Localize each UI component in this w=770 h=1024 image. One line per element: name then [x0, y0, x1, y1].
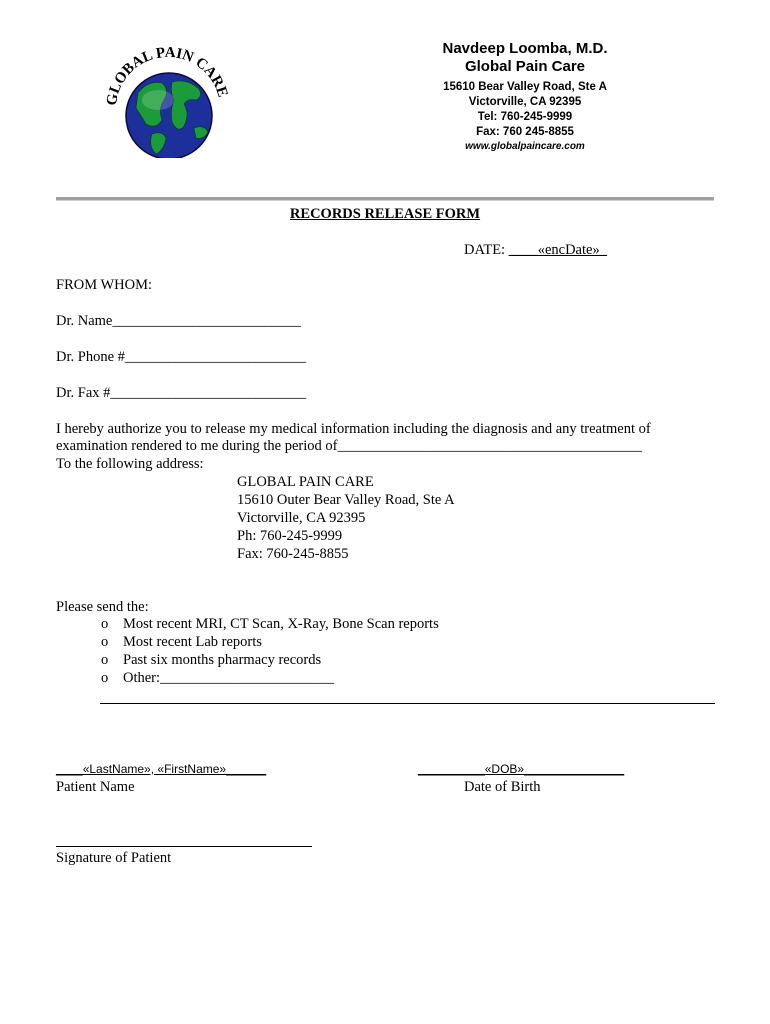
list-item[interactable]: o Most recent MRI, CT Scan, X-Ray, Bone Scan reports: [101, 616, 439, 632]
patient-name-value[interactable]: ____«LastName», «FirstName»______: [56, 762, 267, 776]
practice-address: 15610 Bear Valley Road, Ste A: [443, 81, 607, 93]
recipient-name: GLOBAL PAIN CARE: [237, 474, 374, 490]
authorization-line-1: I hereby authorize you to release my medical information including the diagnosis and any treatment of: [56, 421, 651, 437]
list-item[interactable]: o Most recent Lab reports: [101, 634, 262, 650]
date-value[interactable]: ____«encDate»_: [508, 242, 607, 258]
list-item[interactable]: o Other:________________________: [101, 670, 335, 686]
practice-fax: Fax: 760 245-8855: [476, 126, 574, 138]
please-send-label: Please send the:: [56, 599, 149, 615]
date-row: [464, 241, 607, 259]
recipient-city: Victorville, CA 92395: [237, 510, 366, 526]
practice-city: Victorville, CA 92395: [468, 96, 582, 108]
dob-label: Date of Birth: [464, 779, 541, 795]
date-label: DATE:: [464, 242, 506, 258]
global-pain-care-logo: [100, 38, 230, 158]
recipient-fax: Fax: 760-245-8855: [237, 546, 349, 562]
from-whom-label: FROM WHOM:: [56, 277, 153, 293]
dr-name-field[interactable]: Dr. Name__________________________: [56, 313, 301, 329]
bullet-icon: o: [101, 634, 109, 650]
header-divider: [56, 197, 714, 201]
letterhead: [405, 40, 645, 154]
practice-website: www.globalpaincare.com: [465, 141, 585, 152]
practice-tel: Tel: 760-245-9999: [477, 111, 573, 123]
patient-name-label: Patient Name: [56, 779, 135, 795]
recipient-street: 15610 Outer Bear Valley Road, Ste A: [237, 492, 455, 508]
authorization-period-field[interactable]: examination rendered to me during the period of__________________________________________: [56, 438, 642, 454]
records-list: [101, 615, 439, 687]
dob-value[interactable]: __________«DOB»_______________: [418, 762, 625, 776]
recipient-phone: Ph: 760-245-9999: [237, 528, 343, 544]
practice-name: Global Pain Care: [464, 58, 586, 75]
globe-icon: [100, 38, 230, 158]
list-item[interactable]: o Past six months pharmacy records: [101, 652, 322, 668]
dr-fax-field[interactable]: Dr. Fax #___________________________: [56, 385, 307, 401]
logo-arc-text: GLOBAL PAIN CARE: [103, 44, 230, 107]
bullet-icon: o: [101, 670, 109, 686]
recipient-address: [237, 473, 455, 563]
bullet-icon: o: [101, 652, 109, 668]
bullet-icon: o: [101, 616, 109, 632]
dr-phone-field[interactable]: Dr. Phone #_________________________: [56, 349, 307, 365]
doctor-name: Navdeep Loomba, M.D.: [442, 40, 608, 57]
signature-line[interactable]: [56, 846, 312, 847]
signature-label: Signature of Patient: [56, 850, 172, 866]
form-title: RECORDS RELEASE FORM: [289, 206, 481, 222]
authorization-line-3: To the following address:: [56, 456, 204, 472]
other-details-line[interactable]: [100, 703, 715, 704]
